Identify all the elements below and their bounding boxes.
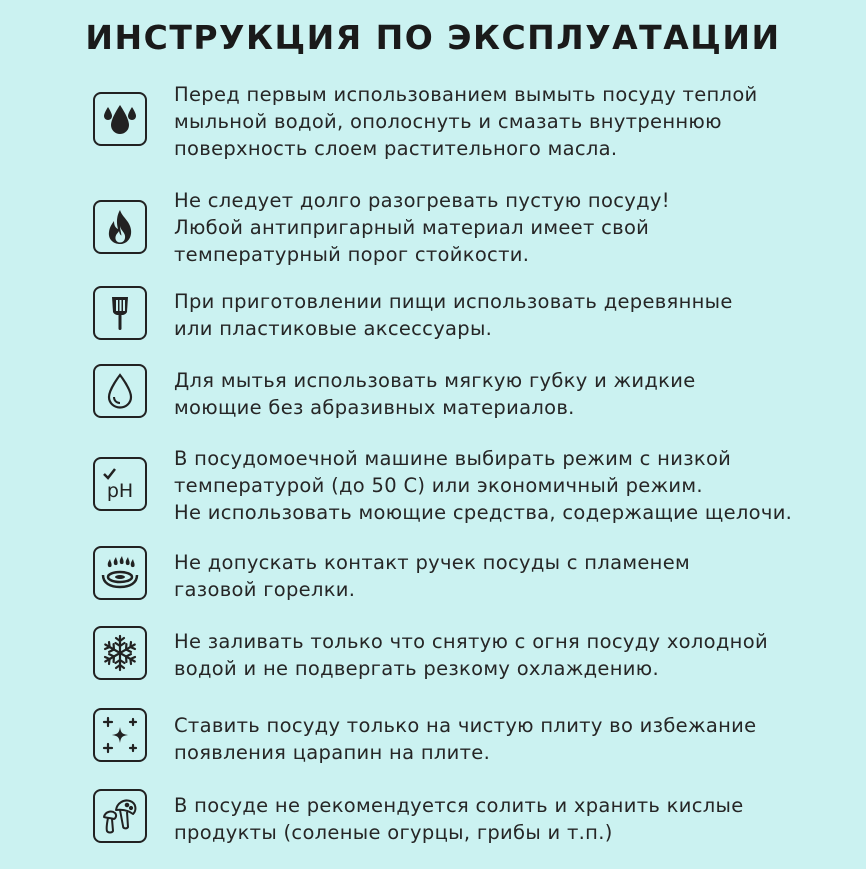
text-line: появления царапин на плите. bbox=[174, 741, 491, 764]
instruction-text bbox=[174, 187, 834, 268]
ph-icon bbox=[93, 457, 147, 511]
drop-outline-icon bbox=[93, 364, 147, 418]
text-line: Для мытья использовать мягкую губку и жидкие bbox=[174, 369, 696, 392]
instruction-text bbox=[174, 445, 834, 526]
ph-label: pH bbox=[106, 480, 134, 502]
gas-burner-icon bbox=[93, 546, 147, 600]
text-line: Перед первым использованием вымыть посуду теплой bbox=[174, 83, 758, 106]
water-drops-icon bbox=[93, 92, 147, 146]
text-line: Не следует долго разогревать пустую посуду! bbox=[174, 189, 670, 212]
text-line: В посудомоечной машине выбирать режим с низкой bbox=[174, 447, 732, 470]
text-line: газовой горелки. bbox=[174, 578, 356, 601]
text-line: поверхность слоем растительного масла. bbox=[174, 137, 618, 160]
instruction-text bbox=[174, 792, 834, 846]
instruction-text bbox=[174, 628, 834, 682]
instruction-text bbox=[174, 367, 834, 421]
text-line: Не допускать контакт ручек посуды с пламенем bbox=[174, 551, 691, 574]
text-line: мыльной водой, ополоснуть и смазать внутреннюю bbox=[174, 110, 722, 133]
text-line: водой и не подвергать резкому охлаждению. bbox=[174, 657, 659, 680]
text-line: Ставить посуду только на чистую плиту во избежание bbox=[174, 714, 757, 737]
instruction-text bbox=[174, 288, 834, 342]
text-line: При приготовлении пищи использовать деревянные bbox=[174, 290, 733, 313]
text-line: Не заливать только что снятую с огня посуду холодной bbox=[174, 630, 768, 653]
spatula-icon bbox=[93, 286, 147, 340]
instruction-text bbox=[174, 549, 834, 603]
instruction-text bbox=[174, 81, 834, 162]
page-title: ИНСТРУКЦИЯ ПО ЭКСПЛУАТАЦИИ bbox=[85, 18, 781, 57]
text-line: продукты (соленые огурцы, грибы и т.п.) bbox=[174, 821, 613, 844]
snowflake-icon bbox=[93, 626, 147, 680]
text-line: Любой антипригарный материал имеет свой bbox=[174, 216, 650, 239]
mushroom-icon bbox=[93, 789, 147, 843]
text-line: Не использовать моющие средства, содержащие щелочи. bbox=[174, 501, 793, 524]
sparkles-icon bbox=[93, 708, 147, 762]
text-line: моющие без абразивных материалов. bbox=[174, 396, 575, 419]
text-line: В посуде не рекомендуется солить и хранить кислые bbox=[174, 794, 744, 817]
flame-icon bbox=[93, 200, 147, 254]
instruction-text bbox=[174, 712, 834, 766]
text-line: или пластиковые аксессуары. bbox=[174, 317, 493, 340]
text-line: температурой (до 50 С) или экономичный режим. bbox=[174, 474, 703, 497]
text-line: температурный порог стойкости. bbox=[174, 243, 530, 266]
